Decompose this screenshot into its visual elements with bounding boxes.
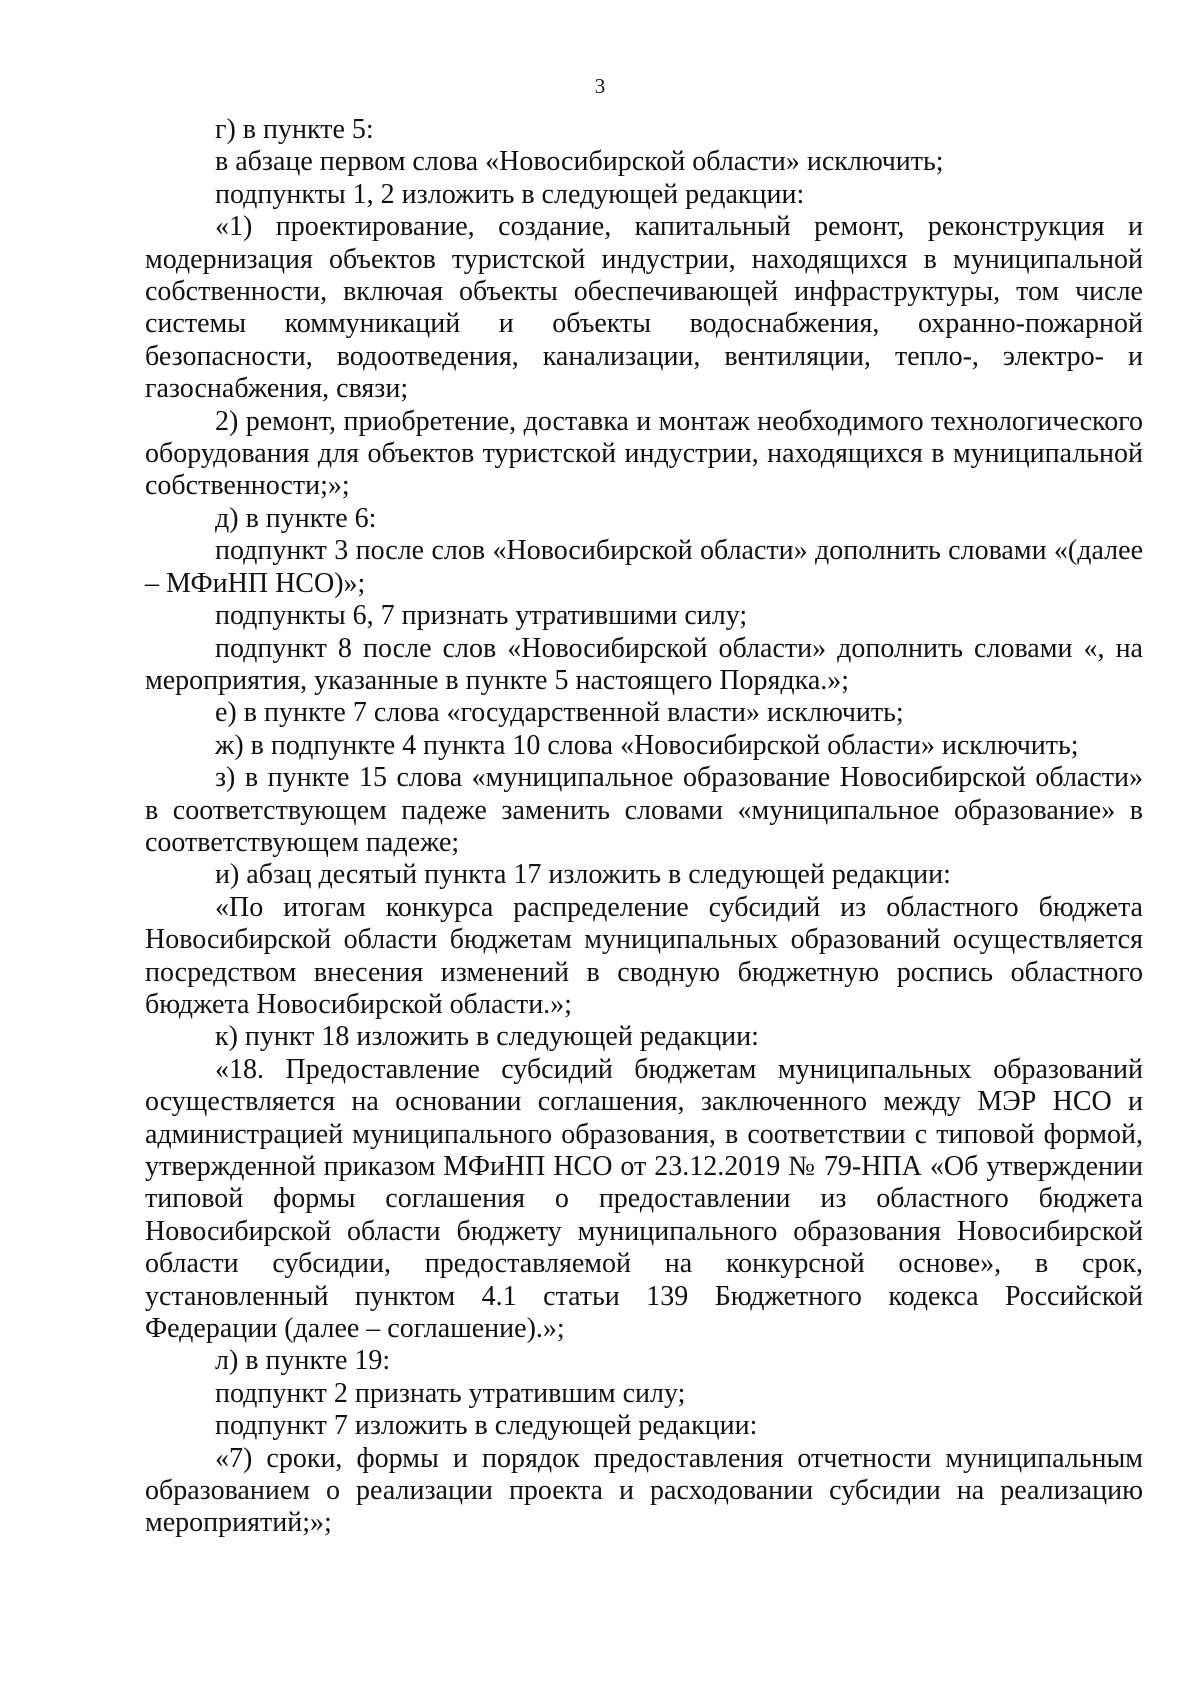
paragraph: г) в пункте 5:	[215, 114, 374, 145]
paragraph: «По итогам конкурса распределение субсидий из областного бюджета Новосибирской области бюджетам муниципальных образований осуществляется посредством внесения изменений в сводную бюджетную роспись областного бюджета Новосибирской области.»;	[145, 891, 1143, 1020]
paragraph: подпункт 2 признать утратившим силу;	[215, 1377, 686, 1409]
paragraph: и) абзац десятый пункта 17 изложить в следующей редакции:	[215, 859, 951, 891]
paragraph: е) в пункте 7 слова «государственной власти» исключить;	[215, 697, 904, 729]
document-body	[145, 114, 1143, 1540]
page-number: 3	[594, 74, 606, 98]
paragraph: подпункт 8 после слов «Новосибирской области» дополнить словами «, на мероприятия, указанные в пункте 5 настоящего Порядка.»;	[145, 632, 1143, 696]
paragraph: л) в пункте 19:	[215, 1345, 391, 1377]
paragraph: «7) сроки, формы и порядок предоставления отчетности муниципальным образованием о реализации проекта и расходовании субсидии на реализацию мероприятий;»;	[145, 1442, 1143, 1539]
paragraph: подпункт 7 изложить в следующей редакции:	[215, 1410, 758, 1442]
paragraph: 2) ремонт, приобретение, доставка и монтаж необходимого технологического оборудования для объектов туристской индустрии, находящихся в муниципальной собственности;»;	[145, 405, 1143, 502]
paragraph: подпункты 1, 2 изложить в следующей редакции:	[215, 178, 805, 210]
paragraph: подпункты 6, 7 признать утратившими силу;	[215, 600, 748, 632]
paragraph: ж) в подпункте 4 пункта 10 слова «Новосибирской области» исключить;	[215, 729, 1079, 761]
paragraph: в абзаце первом слова «Новосибирской области» исключить;	[215, 146, 944, 178]
paragraph: з) в пункте 15 слова «муниципальное образование Новосибирской области» в соответствующем падеже заменить словами «муниципальное образование» в соответствующем падеже;	[145, 762, 1143, 858]
paragraph: подпункт 3 после слов «Новосибирской области» дополнить словами «(далее – МФиНП НСО)»;	[145, 535, 1143, 599]
paragraph: «1) проектирование, создание, капитальный ремонт, реконструкция и модернизация объектов туристской индустрии, находящихся в муниципальной собственности, включая объекты обеспечивающей инфраструктуры, том числе системы коммуникаций и объекты водоснабжения, охранно-пожарной безопасности, водоотведения, канализации, вентиляции, тепло-, электро- и газоснабжения, связи;	[145, 211, 1143, 405]
paragraph: д) в пункте 6:	[215, 502, 377, 534]
paragraph: к) пункт 18 изложить в следующей редакции:	[215, 1021, 759, 1053]
paragraph: «18. Предоставление субсидий бюджетам муниципальных образований осуществляется на основании соглашения, заключенного между МЭР НСО и администрацией муниципального образования, в соответствии с типовой формой, утвержденной приказом МФиНП НСО от 23.12.2019 № 79-НПА «Об утверждении типовой формы соглашения о предоставлении из областного бюджета Новосибирской области бюджету муниципального образования Новосибирской области субсидии, предоставляемой на конкурсной основе», в срок, установленный пунктом 4.1 статьи 139 Бюджетного кодекса Российской Федерации (далее – соглашение).»;	[145, 1053, 1143, 1345]
